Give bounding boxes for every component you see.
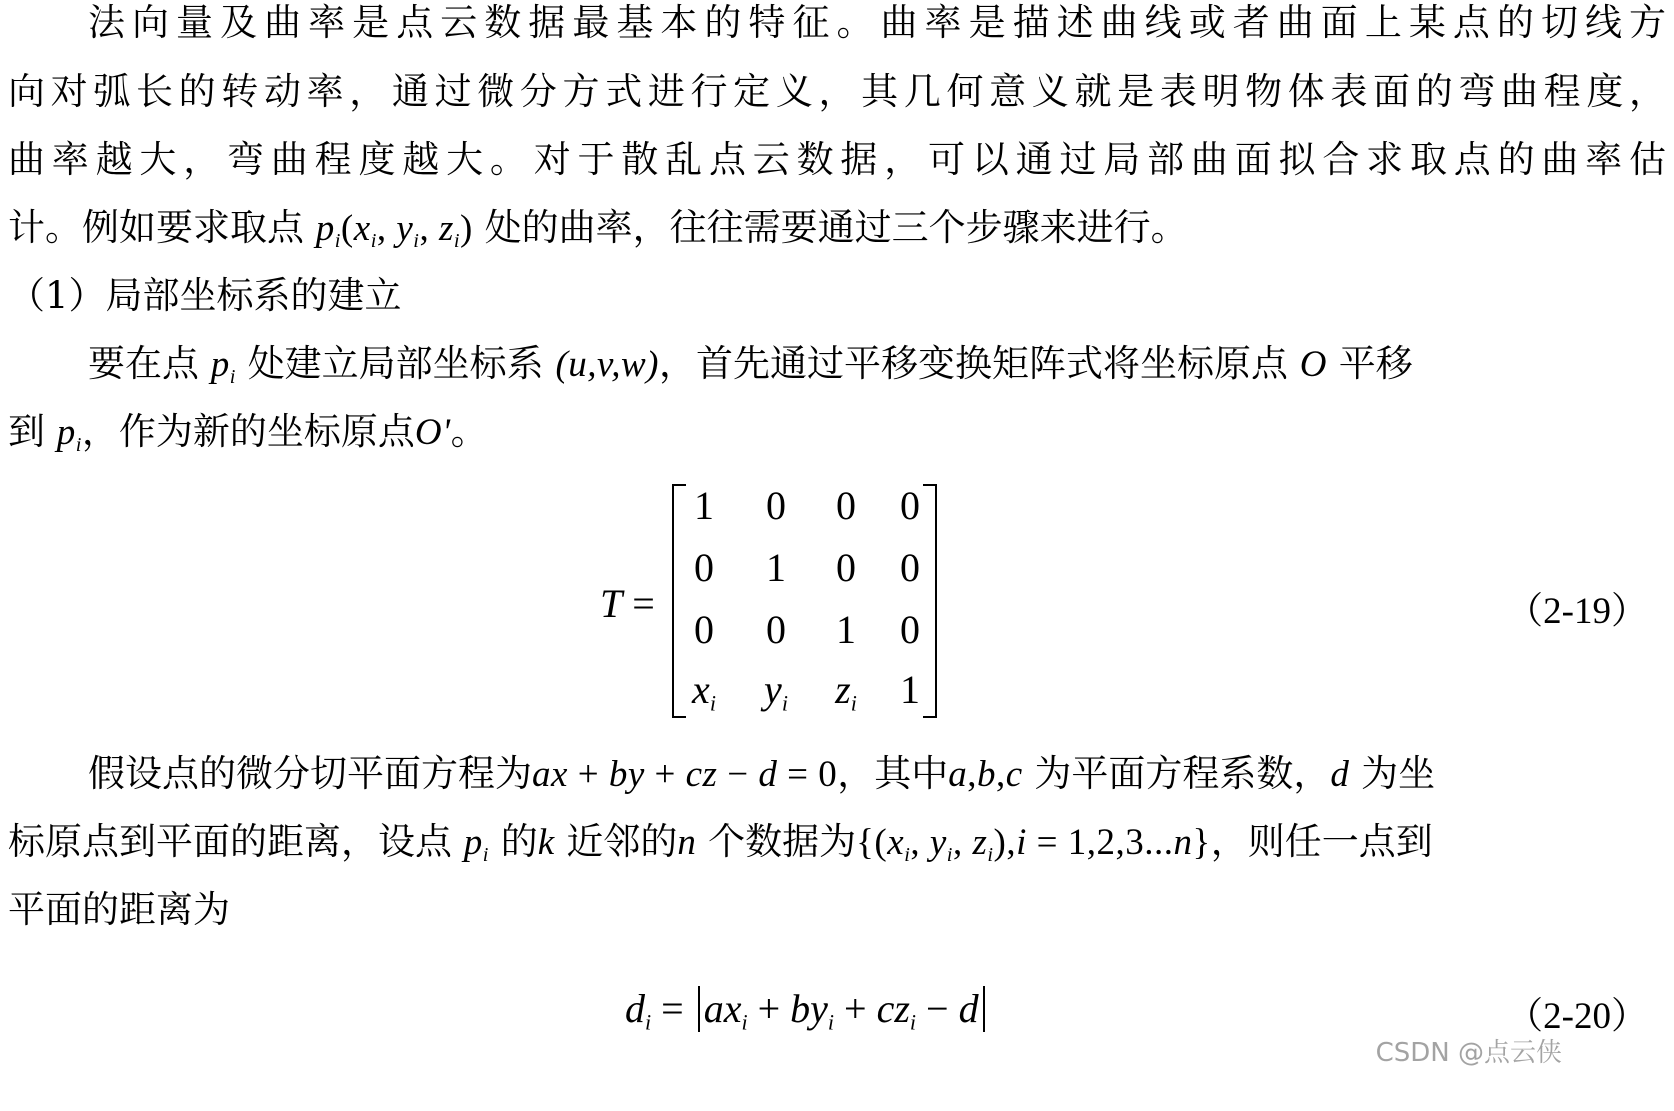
matrix-cell: 0 [900, 483, 920, 528]
matrix-cell: 1 [694, 483, 714, 528]
paragraph-3-line-1: 假设点的微分切平面方程为ax + by + cz − d = 0，其中a,b,c 为平面方程系数，d 为坐 [88, 752, 1436, 795]
matrix-cell: 1 [900, 667, 920, 712]
point-pi-3: $p_i$ [463, 822, 489, 867]
matrix-cell: 0 [766, 483, 786, 528]
watermark: CSDN @点云侠 [1375, 1038, 1562, 1068]
distance-d: d [1330, 754, 1350, 795]
matrix-label-T: T = [600, 581, 655, 626]
plane-equation: ax + by + cz − d = 0 [532, 754, 838, 795]
paragraph-1-line-2: 向对弧长的转动率，通过微分方式进行定义，其几何意义就是表明物体表面的弯曲程度， [8, 70, 1666, 113]
origin-O-prime: O' [414, 412, 451, 453]
paragraph-3-line-2: 标原点到平面的距离，设点 $p_i$ 的k 近邻的n 个数据为{($x_i$, $y_i$, $z_i),i = 1,2,3...n$}，则任一点到 [8, 820, 1433, 867]
matrix-cell: 0 [900, 545, 920, 590]
paragraph-1-line-4: 计。例如要求取点 $p_i(x_i$, $y_i$, $z_i$) 处的曲率，往往需要通过三个步骤来进行。 [8, 206, 1188, 253]
point-pi: $p_i$ [210, 344, 236, 389]
paragraph-3-line-3: 平面的距离为 [8, 888, 230, 931]
data-set: {($x_i$, $y_i$, $z_i),i = 1,2,3...n$} [856, 822, 1211, 867]
matrix-cell-yi: $y_i$ [764, 667, 788, 716]
matrix-cell: 1 [836, 607, 856, 652]
matrix-cell: 0 [766, 607, 786, 652]
n-var: n [677, 822, 697, 863]
uvw-coords: (u,v,w) [555, 344, 659, 385]
coefficients-abc: a,b,c [948, 754, 1023, 795]
paragraph-1-line-3: 曲率越大，弯曲程度越大。对于散乱点云数据，可以通过局部曲面拟合求取点的曲率估 [8, 138, 1666, 181]
matrix-cell: 1 [766, 545, 786, 590]
equation-number-2-19: （2-19） [1506, 591, 1648, 632]
equation-number-2-20: （2-20） [1506, 996, 1648, 1037]
matrix-cell-xi: $x_i$ [692, 667, 716, 716]
matrix-cell: 0 [694, 545, 714, 590]
k-var: k [537, 822, 555, 863]
matrix-cell: 0 [836, 545, 856, 590]
point-pi-2: $p_i$ [56, 412, 82, 457]
matrix-cell: 0 [836, 483, 856, 528]
paragraph-1-line-1: 法向量及曲率是点云数据最基本的特征。曲率是描述曲线或者曲面上某点的切线方 [88, 1, 1666, 44]
point-pi-coords: $p_i(x_i$, $y_i$, $z_i$) [315, 208, 473, 253]
origin-O: O [1299, 344, 1327, 385]
matrix-cell: 0 [900, 607, 920, 652]
section-heading: （1）局部坐标系的建立 [8, 274, 402, 317]
paragraph-2-line-1: 要在点 $p_i$ 处建立局部坐标系 (u,v,w)，首先通过平移变换矩阵式将坐标原点 O 平移 [88, 342, 1413, 389]
paragraph-2-line-2: 到 $p_i$，作为新的坐标原点O'。 [8, 410, 488, 457]
equation-2-20: $d_i = ax_i + by_i + cz_i - d$ [625, 985, 989, 1032]
matrix-cell-zi: $z_i$ [835, 667, 857, 716]
matrix-cell: 0 [694, 607, 714, 652]
